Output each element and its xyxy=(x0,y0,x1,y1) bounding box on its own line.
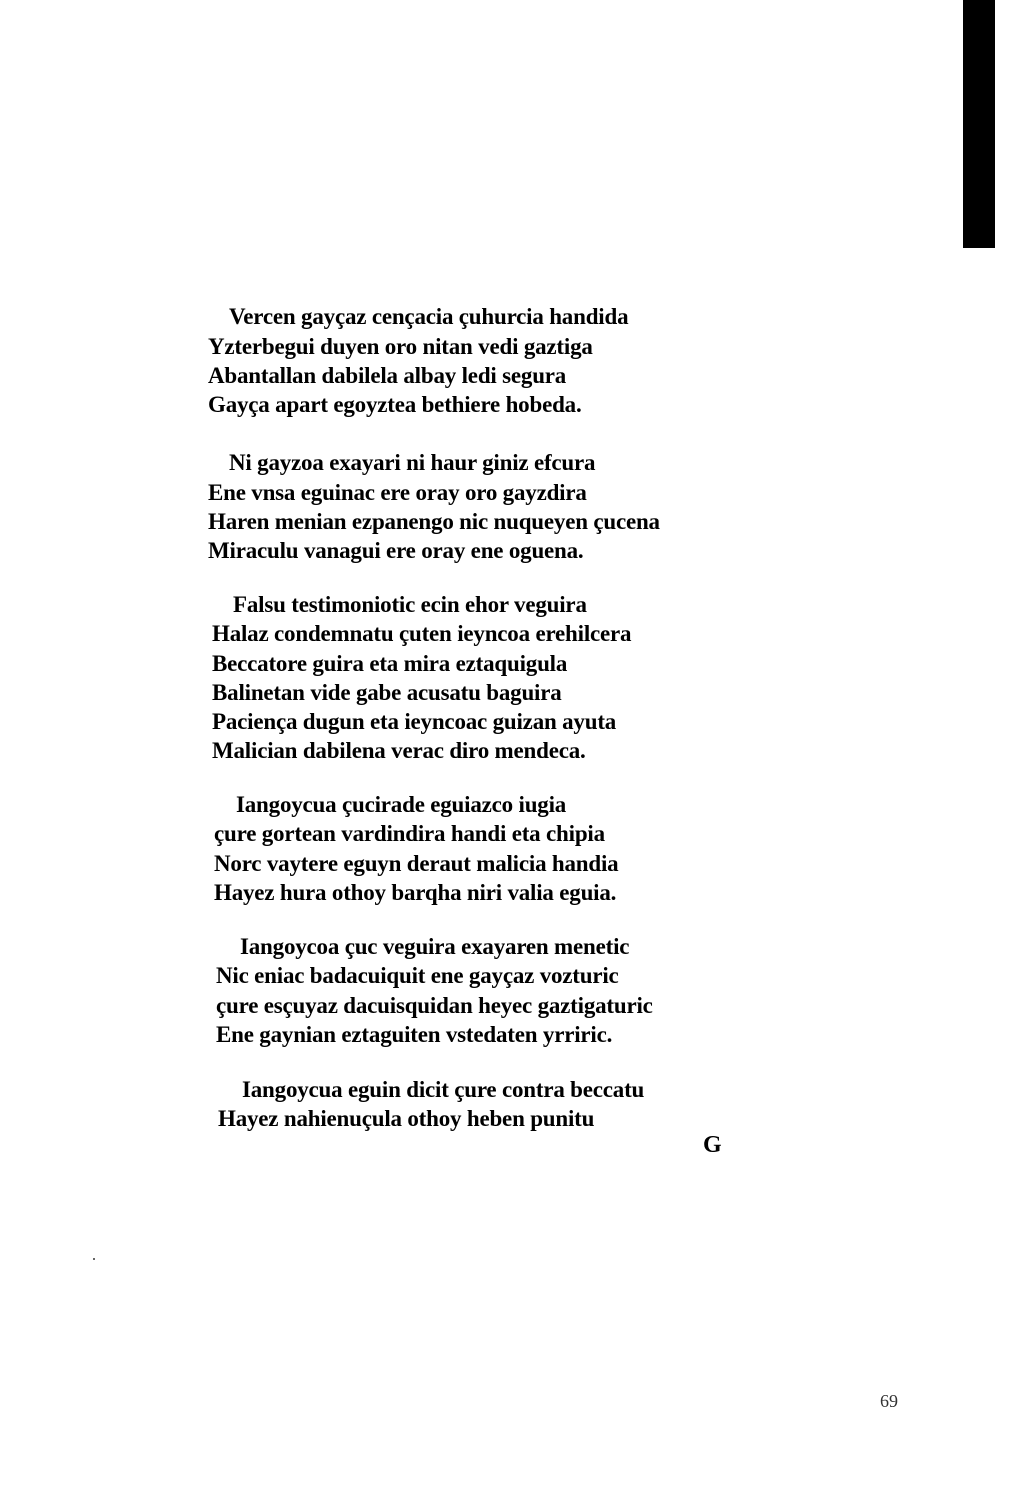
verse-line: Iangoycua çucirade eguiazco iugia xyxy=(236,792,567,817)
verse-line: Halaz condemnatu çuten ieyncoa erehilcera xyxy=(212,621,632,646)
verse-line: Nic eniac badacuiquit ene gayçaz vozturic xyxy=(216,963,619,988)
verse-line: Vercen gayçaz cençacia çuhurcia handida xyxy=(229,304,629,329)
verse-line: Beccatore guira eta mira eztaquigula xyxy=(212,651,568,676)
verse-line: Falsu testimoniotic ecin ehor veguira xyxy=(233,592,587,617)
verse-line: Iangoycua eguin dicit çure contra beccatu xyxy=(242,1077,645,1102)
scan-speck xyxy=(93,1258,95,1260)
catchword: G xyxy=(703,1132,722,1158)
verse-line: Hayez hura othoy barqha niri valia eguia. xyxy=(214,880,617,905)
verse-line: Haren menian ezpanengo nic nuqueyen çucena xyxy=(208,509,660,534)
verse-line: Ene gaynian eztaguiten vstedaten yrriric. xyxy=(216,1022,613,1047)
verse-line: Miraculu vanagui ere oray ene oguena. xyxy=(208,538,584,563)
verse-line: Paciença dugun eta ieyncoac guizan ayuta xyxy=(212,709,617,734)
page-number: 69 xyxy=(880,1391,898,1411)
verse-line: Gayça apart egoyztea bethiere hobeda. xyxy=(208,392,582,417)
verse-line: Ene vnsa eguinac ere oray oro gayzdira xyxy=(208,480,587,505)
verse-line: Yzterbegui duyen oro nitan vedi gaztiga xyxy=(208,334,593,359)
verse-line: Iangoycoa çuc veguira exayaren menetic xyxy=(240,934,630,959)
verse-line: Malician dabilena verac diro mendeca. xyxy=(212,738,586,763)
verse-line: Abantallan dabilela albay ledi segura xyxy=(208,363,567,388)
verse-line: Norc vaytere eguyn deraut malicia handia xyxy=(214,851,619,876)
verse-line: Hayez nahienuçula othoy heben punitu xyxy=(218,1106,595,1131)
verse-line: Ni gayzoa exayari ni haur giniz efcura xyxy=(229,450,596,475)
verse-line: Balinetan vide gabe acusatu baguira xyxy=(212,680,562,705)
verse-line: çure esçuyaz dacuisquidan heyec gaztigaturic xyxy=(216,993,653,1018)
verse-line: çure gortean vardindira handi eta chipia xyxy=(214,821,605,846)
